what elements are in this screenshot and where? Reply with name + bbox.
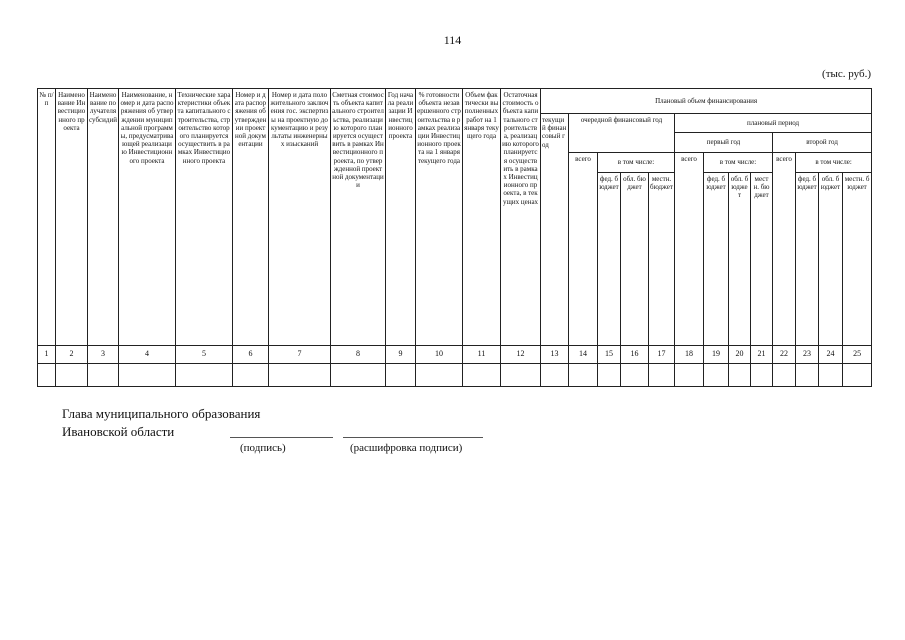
empty-cell — [386, 364, 416, 387]
column-number: 11 — [463, 346, 501, 364]
column-number: 20 — [729, 346, 751, 364]
col-header: % готовности объекта незавершенного строительства в рамках реализации Инвестиционного проекта на 1 января текущего года — [416, 89, 463, 346]
col-header: Остаточная стоимость объекта капитального строительства, реализацию которого планируется осуществить в рамках Инвестиционного проекта, в текущих ценах — [501, 89, 541, 346]
col-header: Наименование получателя субсидий — [88, 89, 119, 346]
column-number: 21 — [751, 346, 773, 364]
total-header: всего — [773, 153, 796, 346]
local-budget-header: местн. бюджет — [649, 173, 675, 346]
column-number: 23 — [796, 346, 819, 364]
federal-budget-header: фед. бюджет — [704, 173, 729, 346]
second-year-header: второй год — [773, 133, 872, 153]
empty-cell — [416, 364, 463, 387]
local-budget-header: местн. бюджет — [751, 173, 773, 346]
empty-cell — [119, 364, 176, 387]
including-header: в том числе: — [598, 153, 675, 173]
regional-budget-header: обл. бюджет — [819, 173, 843, 346]
column-number: 14 — [569, 346, 598, 364]
empty-cell — [569, 364, 598, 387]
empty-cell — [729, 364, 751, 387]
empty-cell — [819, 364, 843, 387]
col-header: № п/п — [38, 89, 56, 346]
column-number: 8 — [331, 346, 386, 364]
column-number: 9 — [386, 346, 416, 364]
col-header: Год начала реализации Инвестиционного проекта — [386, 89, 416, 346]
signatory-title: Глава муниципального образования — [62, 406, 261, 421]
empty-cell — [796, 364, 819, 387]
signatory-region: Ивановской области — [62, 424, 175, 439]
column-number: 10 — [416, 346, 463, 364]
empty-cell — [56, 364, 88, 387]
signature-caption: (подпись) — [240, 442, 286, 454]
investment-projects-table — [37, 88, 872, 387]
col-header: Номер и дата положительного заключения гос. экспертизы на проектную документацию и результаты инженерных изысканий — [269, 89, 331, 346]
empty-cell — [621, 364, 649, 387]
column-number: 5 — [176, 346, 233, 364]
column-number: 24 — [819, 346, 843, 364]
planned-financing-header: Плановый объем финансирования — [541, 89, 872, 114]
col-header: Номер и дата распоряжения об утверждении проектной документации — [233, 89, 269, 346]
column-number: 3 — [88, 346, 119, 364]
federal-budget-header: фед. бюджет — [598, 173, 621, 346]
empty-data-row — [38, 364, 872, 387]
column-number: 17 — [649, 346, 675, 364]
col-header: Наименование Инвестиционного проекта — [56, 89, 88, 346]
col-header: Объем фактически выполненных работ на 1 января текущего года — [463, 89, 501, 346]
empty-cell — [704, 364, 729, 387]
empty-cell — [88, 364, 119, 387]
column-number: 16 — [621, 346, 649, 364]
empty-cell — [751, 364, 773, 387]
column-number: 15 — [598, 346, 621, 364]
column-number: 25 — [843, 346, 872, 364]
empty-cell — [463, 364, 501, 387]
empty-cell — [598, 364, 621, 387]
empty-cell — [331, 364, 386, 387]
page-number: 114 — [443, 33, 462, 47]
column-number: 13 — [541, 346, 569, 364]
signature-decode-line — [343, 437, 483, 438]
units-label: (тыс. руб.) — [822, 68, 871, 80]
federal-budget-header: фед. бюджет — [796, 173, 819, 346]
total-header: всего — [569, 153, 598, 346]
col-header: Технические характеристики объекта капитального строительства, строительство которого планируется осуществить в рамках Инвестиционного проекта — [176, 89, 233, 346]
planned-period-header: плановый период — [675, 114, 872, 133]
column-numbers-row — [38, 346, 872, 364]
empty-cell — [176, 364, 233, 387]
empty-cell — [649, 364, 675, 387]
empty-cell — [233, 364, 269, 387]
column-number: 22 — [773, 346, 796, 364]
empty-cell — [675, 364, 704, 387]
empty-cell — [843, 364, 872, 387]
column-number: 18 — [675, 346, 704, 364]
regional-budget-header: обл. бюджет — [621, 173, 649, 346]
column-number: 1 — [38, 346, 56, 364]
empty-cell — [773, 364, 796, 387]
column-number: 7 — [269, 346, 331, 364]
column-number: 19 — [704, 346, 729, 364]
total-header: всего — [675, 153, 704, 346]
signature-decode-caption: (расшифровка подписи) — [350, 442, 463, 454]
column-number: 12 — [501, 346, 541, 364]
signature-line — [230, 437, 333, 438]
empty-cell — [541, 364, 569, 387]
first-year-header: первый год — [675, 133, 773, 153]
local-budget-header: местн. бюджет — [843, 173, 872, 346]
including-header: в том числе: — [704, 153, 773, 173]
current-year-header: текущий финансовый год — [541, 114, 569, 346]
including-header: в том числе: — [796, 153, 872, 173]
col-header: Наименование, номер и дата распоряжения об утверждении муниципальной программы, предусматривающей реализацию Инвестиционного проекта — [119, 89, 176, 346]
regional-budget-header: обл. бюджет — [729, 173, 751, 346]
column-number: 2 — [56, 346, 88, 364]
col-header: Сметная стоимость объекта капитального строительства, реализацию которого планируется осуществить в рамках Инвестиционного проекта, по утвержденной проектной документации — [331, 89, 386, 346]
empty-cell — [501, 364, 541, 387]
column-number: 6 — [233, 346, 269, 364]
empty-cell — [38, 364, 56, 387]
column-number: 4 — [119, 346, 176, 364]
next-year-header: очередной финансовый год — [569, 114, 675, 153]
empty-cell — [269, 364, 331, 387]
